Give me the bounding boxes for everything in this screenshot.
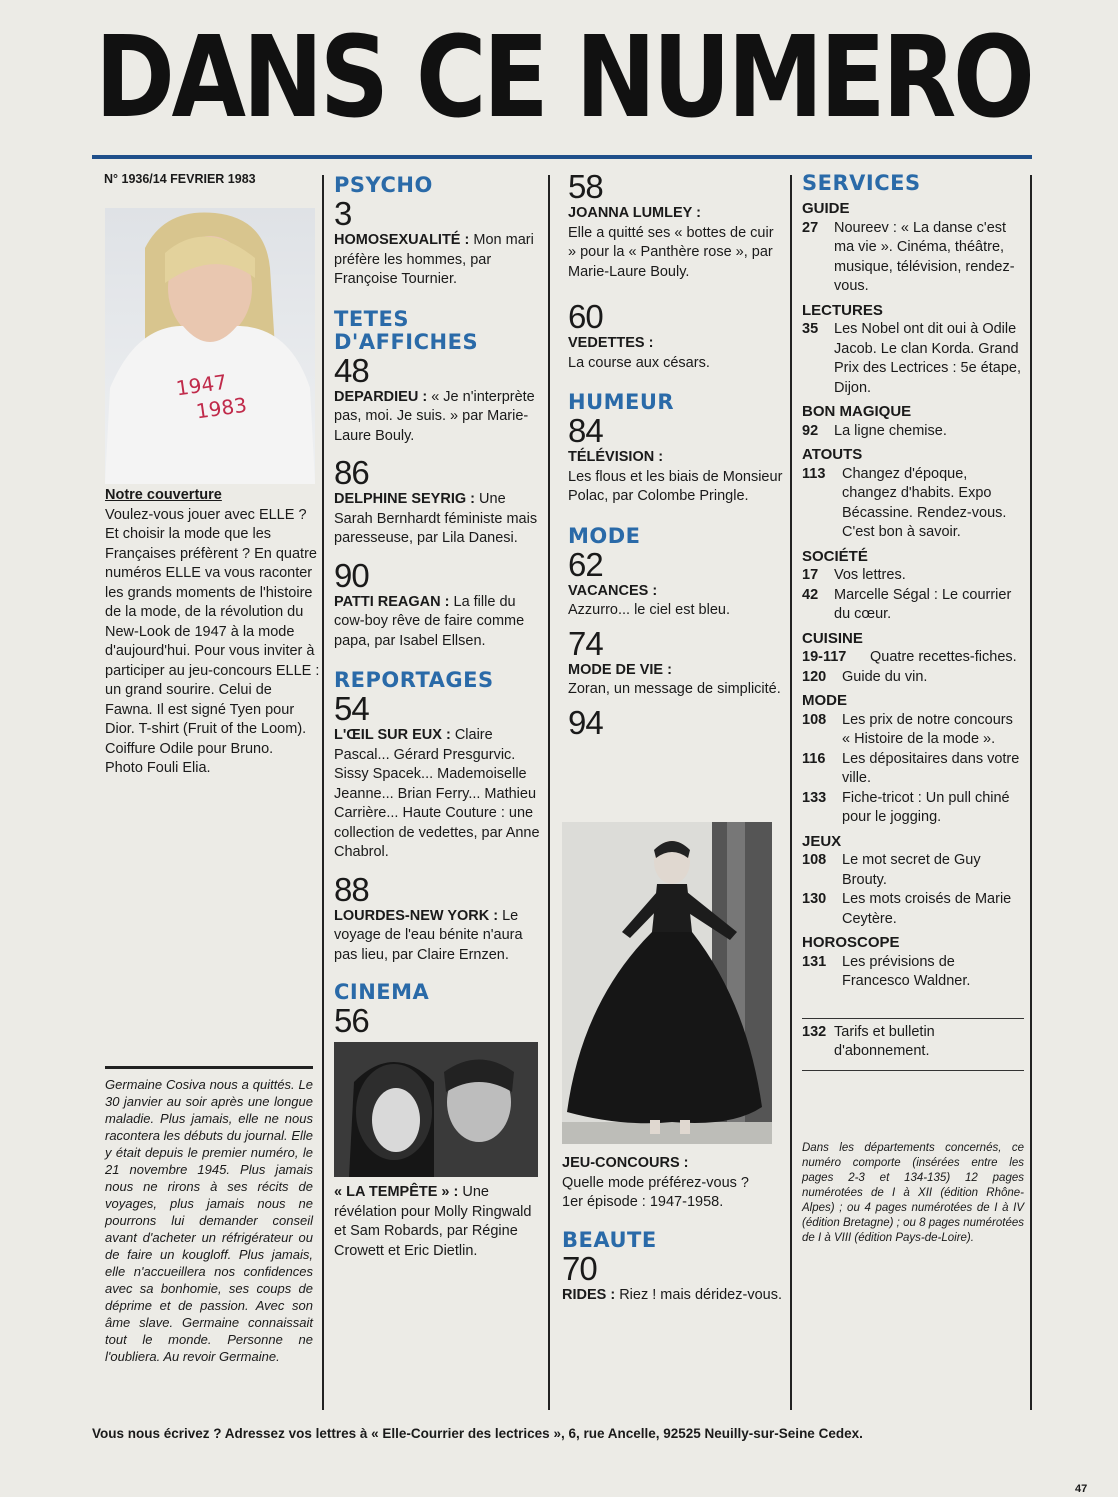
service-page: 108 bbox=[802, 852, 827, 868]
services-item bbox=[802, 953, 1024, 992]
section-reportages: REPORTAGES bbox=[334, 668, 494, 692]
shirt-text-1947: 1947 bbox=[174, 369, 229, 401]
column-rule bbox=[1030, 175, 1032, 1410]
article-head: DELPHINE SEYRIG : bbox=[334, 491, 475, 507]
service-page: 131 bbox=[802, 953, 827, 970]
services-item bbox=[802, 422, 1024, 442]
article-head: HOMOSEXUALITÉ : bbox=[334, 232, 470, 248]
service-page: 108 bbox=[802, 711, 827, 728]
article-text: Elle a quitté ses « bottes de cuir » pour la « Panthère rose », par Marie-Laure Bouly. bbox=[568, 224, 774, 280]
article-head: VACANCES : bbox=[568, 582, 658, 599]
service-text: Les mots croisés de Marie Ceytère. bbox=[842, 891, 1012, 927]
cover-photo bbox=[105, 208, 315, 484]
cover-woman-image bbox=[105, 208, 315, 484]
tarifs-box bbox=[802, 1018, 1024, 1071]
services-item bbox=[802, 219, 1024, 297]
service-text: Changez d'époque, changez d'habits. Expo Bécassine. Rendez-vous. C'est bon à savoir. bbox=[842, 465, 1007, 540]
cover-text: Voulez-vous jouer avec ELLE ? Et choisir la mode que les Françaises préfèrent ? En quatre numéros ELLE va vous raconter les grands moments de l'histoire de la mode, de la révolution du New-Look de 1947 à la mode d'aujourd'hui. Pour vous inviter à participer au jeu-concours ELLE : un grand sourire. Celui de Fawna. Il est signé Tyen pour Dior. T-shirt (Fruit of the Loom). Coiffure Odile pour Bruno. bbox=[105, 506, 320, 757]
page-num: 90 bbox=[334, 556, 369, 594]
section-humeur: HUMEUR bbox=[568, 390, 675, 414]
page-num: 88 bbox=[334, 870, 369, 908]
issue-number: N° 1936/14 FEVRIER 1983 bbox=[104, 172, 256, 186]
article-text: Une révélation pour Molly Ringwald et Sam Robards, par Régine Crowett et Eric Dietlin. bbox=[334, 1184, 532, 1259]
column-rule bbox=[548, 175, 550, 1410]
obituary-text: Germaine Cosiva nous a quittés. Le 30 janvier au soir après une longue maladie. Plus jamais, elle ne nous racontera les débuts du journal. Elle y était depuis le premier numéro, le 21 novembre 1945. Plus jamais nous ne rirons à ses récits de voyages, plus jamais nous ne pourrons lui demander conseil avant d'acheter un réfrigérateur ou de faire un kougloff. Plus jamais, elle n'accueillera nos confidences avec sa bonhomie, ses coups de déprime et de passion. Avec son âme slave. Germaine connaissait tout le monde. Personne ne l'oubliera. Au revoir Germaine. bbox=[105, 1077, 313, 1364]
cinema-couple-image bbox=[334, 1042, 538, 1177]
page-number: 47 bbox=[1075, 1483, 1088, 1495]
services-item bbox=[802, 851, 1024, 890]
page-num: 84 bbox=[568, 412, 603, 449]
service-page: 133 bbox=[802, 789, 827, 806]
services-item bbox=[802, 465, 1024, 543]
page-num: 86 bbox=[334, 454, 369, 491]
services-group-heading: MODE bbox=[802, 692, 847, 709]
footer-address: Vous nous écrivez ? Adressez vos lettres à « Elle-Courrier des lectrices », 6, rue Ancelle, 92525 Neuilly-sur-Seine Cedex. bbox=[92, 1426, 863, 1441]
cinema-photo bbox=[334, 1042, 538, 1177]
service-page: 116 bbox=[802, 750, 826, 767]
article-text: Mon mari préfère les hommes, par Françoise Tournier. bbox=[334, 232, 534, 287]
article-head: TÉLÉVISION : bbox=[568, 449, 664, 465]
services-item bbox=[802, 668, 1024, 688]
service-page: 120 bbox=[802, 668, 827, 685]
service-page: 17 bbox=[802, 567, 819, 583]
section-cinema: CINEMA bbox=[334, 980, 430, 1004]
service-page: 130 bbox=[802, 891, 827, 907]
article-text: Quelle mode préférez-vous ? bbox=[562, 1174, 749, 1191]
services-item bbox=[802, 320, 1024, 398]
article-head: VEDETTES : bbox=[568, 335, 654, 351]
cover-heading: Notre couverture bbox=[105, 487, 222, 503]
services-group-heading: JEUX bbox=[802, 832, 842, 850]
article-head: JOANNA LUMLEY : bbox=[568, 205, 701, 221]
article-head: « LA TEMPÊTE » : bbox=[334, 1184, 459, 1200]
page-num: 3 bbox=[334, 195, 352, 232]
obituary-rule bbox=[105, 1066, 313, 1069]
title-rule bbox=[92, 155, 1032, 159]
services-item bbox=[802, 750, 1024, 789]
service-text: Les dépositaires dans votre ville. bbox=[842, 750, 1020, 786]
service-text: Vos lettres. bbox=[834, 567, 906, 583]
services-group-heading: HOROSCOPE bbox=[802, 934, 900, 951]
page-num: 58 bbox=[568, 168, 603, 205]
service-page: 35 bbox=[802, 321, 819, 337]
services-group-heading: SOCIÉTÉ bbox=[802, 547, 868, 565]
article-text: « Je n'interprète pas, moi. Je suis. » par Marie-Laure Bouly. bbox=[334, 388, 535, 444]
page-num: 60 bbox=[568, 298, 603, 335]
service-text: La ligne chemise. bbox=[834, 422, 947, 439]
service-page: 42 bbox=[802, 586, 819, 603]
service-text: Les Nobel ont dit oui à Odile Jacob. Le clan Korda. Grand Prix des Lectrices : 5e étape, Dijon. bbox=[834, 321, 1021, 396]
article-head: PATTI REAGAN : bbox=[334, 593, 450, 610]
article-text: Riez ! mais déridez-vous. bbox=[619, 1286, 782, 1303]
service-text: Les prévisions de Francesco Waldner. bbox=[842, 953, 971, 989]
services-item bbox=[802, 711, 1024, 750]
article-text: La course aux césars. bbox=[568, 354, 710, 371]
section-affiches: D'AFFICHES bbox=[334, 329, 479, 354]
article-head: RIDES : bbox=[562, 1286, 616, 1303]
article-text: Le voyage de l'eau bénite n'aura pas lieu, par Claire Ernzen. bbox=[334, 907, 523, 963]
article-text: Claire Pascal... Gérard Presgurvic. Sissy Spacek... Mademoiselle Jeanne... Brian Ferry... Mathieu Carrière... Haute Couture : une collection de vedettes, par Anne Chabrol. bbox=[334, 727, 540, 860]
service-text: Fiche-tricot : Un pull chiné pour le jogging. bbox=[842, 789, 1010, 825]
page-num: 70 bbox=[562, 1249, 597, 1287]
services-list bbox=[802, 199, 1024, 992]
column-rule bbox=[790, 175, 792, 1410]
service-page: 27 bbox=[802, 219, 819, 236]
service-text: Tarifs et bulletin d'abonnement. bbox=[834, 1023, 935, 1059]
newlook-dress-image bbox=[562, 822, 772, 1144]
services-item bbox=[802, 890, 1024, 929]
cover-photo-credit: Photo Fouli Elia. bbox=[105, 760, 211, 776]
article-text: Zoran, un message de simplicité. bbox=[568, 681, 781, 697]
section-services: SERVICES bbox=[802, 171, 921, 195]
service-page: 92 bbox=[802, 422, 819, 439]
article-head: JEU-CONCOURS : bbox=[562, 1155, 689, 1171]
article-head: DEPARDIEU : bbox=[334, 388, 428, 405]
article-head: MODE DE VIE : bbox=[568, 661, 672, 678]
service-text: Marcelle Ségal : Le courrier du cœur. bbox=[834, 586, 1012, 622]
page-num: 54 bbox=[334, 690, 369, 727]
page-num: 56 bbox=[334, 1002, 369, 1039]
column-rule bbox=[322, 175, 324, 1410]
article-head: L'ŒIL SUR EUX : bbox=[334, 727, 451, 743]
page-num: 62 bbox=[568, 545, 603, 583]
service-text: Quatre recettes-fiches. bbox=[870, 649, 1017, 665]
services-group-heading: LECTURES bbox=[802, 301, 883, 319]
article-head: LOURDES-NEW YORK : bbox=[334, 907, 499, 924]
services-item bbox=[802, 789, 1024, 828]
services-group-heading: BON MAGIQUE bbox=[802, 403, 912, 420]
article-text: Une Sarah Bernhardt féministe mais paresseuse, par Lila Danesi. bbox=[334, 491, 538, 546]
article-text: 1er épisode : 1947-1958. bbox=[562, 1194, 724, 1210]
services-item bbox=[802, 586, 1024, 625]
article-text: La fille du cow-boy rêve de faire comme papa, par Isabel Ellsen. bbox=[334, 593, 525, 649]
edition-note: Dans les départements concernés, ce numéro comporte (insérées entre les pages 2-3 et 134-135) 12 pages numérotées de I à XII (édition Rhône-Alpes) ; ou 4 pages numérotées de I à IV (édition Bretagne) ; ou 8 pages numérotées de I à VIII (édition Pays-de-Loire). bbox=[802, 1141, 1024, 1244]
service-page: 19-117 bbox=[802, 649, 847, 665]
service-text: Les prix de notre concours « Histoire de la mode ». bbox=[842, 711, 1013, 747]
mode-photo bbox=[562, 822, 772, 1144]
page-num: 74 bbox=[568, 624, 603, 662]
services-group-heading: CUISINE bbox=[802, 629, 863, 647]
article-text: Les flous et les biais de Monsieur Polac, par Colombe Pringle. bbox=[568, 468, 783, 504]
service-text: Guide du vin. bbox=[842, 668, 928, 685]
page-num: 94 bbox=[568, 703, 603, 741]
services-item bbox=[802, 648, 1024, 668]
service-text: Le mot secret de Guy Brouty. bbox=[842, 852, 981, 888]
page-title: DANS CE NUMERO bbox=[95, 13, 1032, 143]
page-num: 48 bbox=[334, 351, 369, 389]
services-group-heading: ATOUTS bbox=[802, 446, 863, 463]
shirt-text-1983: 1983 bbox=[194, 392, 249, 424]
services-group-heading: GUIDE bbox=[802, 200, 850, 217]
service-page: 113 bbox=[802, 465, 826, 482]
section-psycho: PSYCHO bbox=[334, 173, 433, 197]
section-tetes: TETES bbox=[334, 306, 409, 331]
section-beaute: BEAUTE bbox=[562, 1227, 657, 1252]
section-mode: MODE bbox=[568, 523, 641, 548]
service-page: 132 bbox=[802, 1023, 827, 1040]
services-item bbox=[802, 566, 1024, 586]
service-text: Noureev : « La danse c'est ma vie ». Cinéma, théâtre, musique, télévision, rendez-vous. bbox=[834, 219, 1015, 294]
article-text: Azzurro... le ciel est bleu. bbox=[568, 602, 730, 618]
